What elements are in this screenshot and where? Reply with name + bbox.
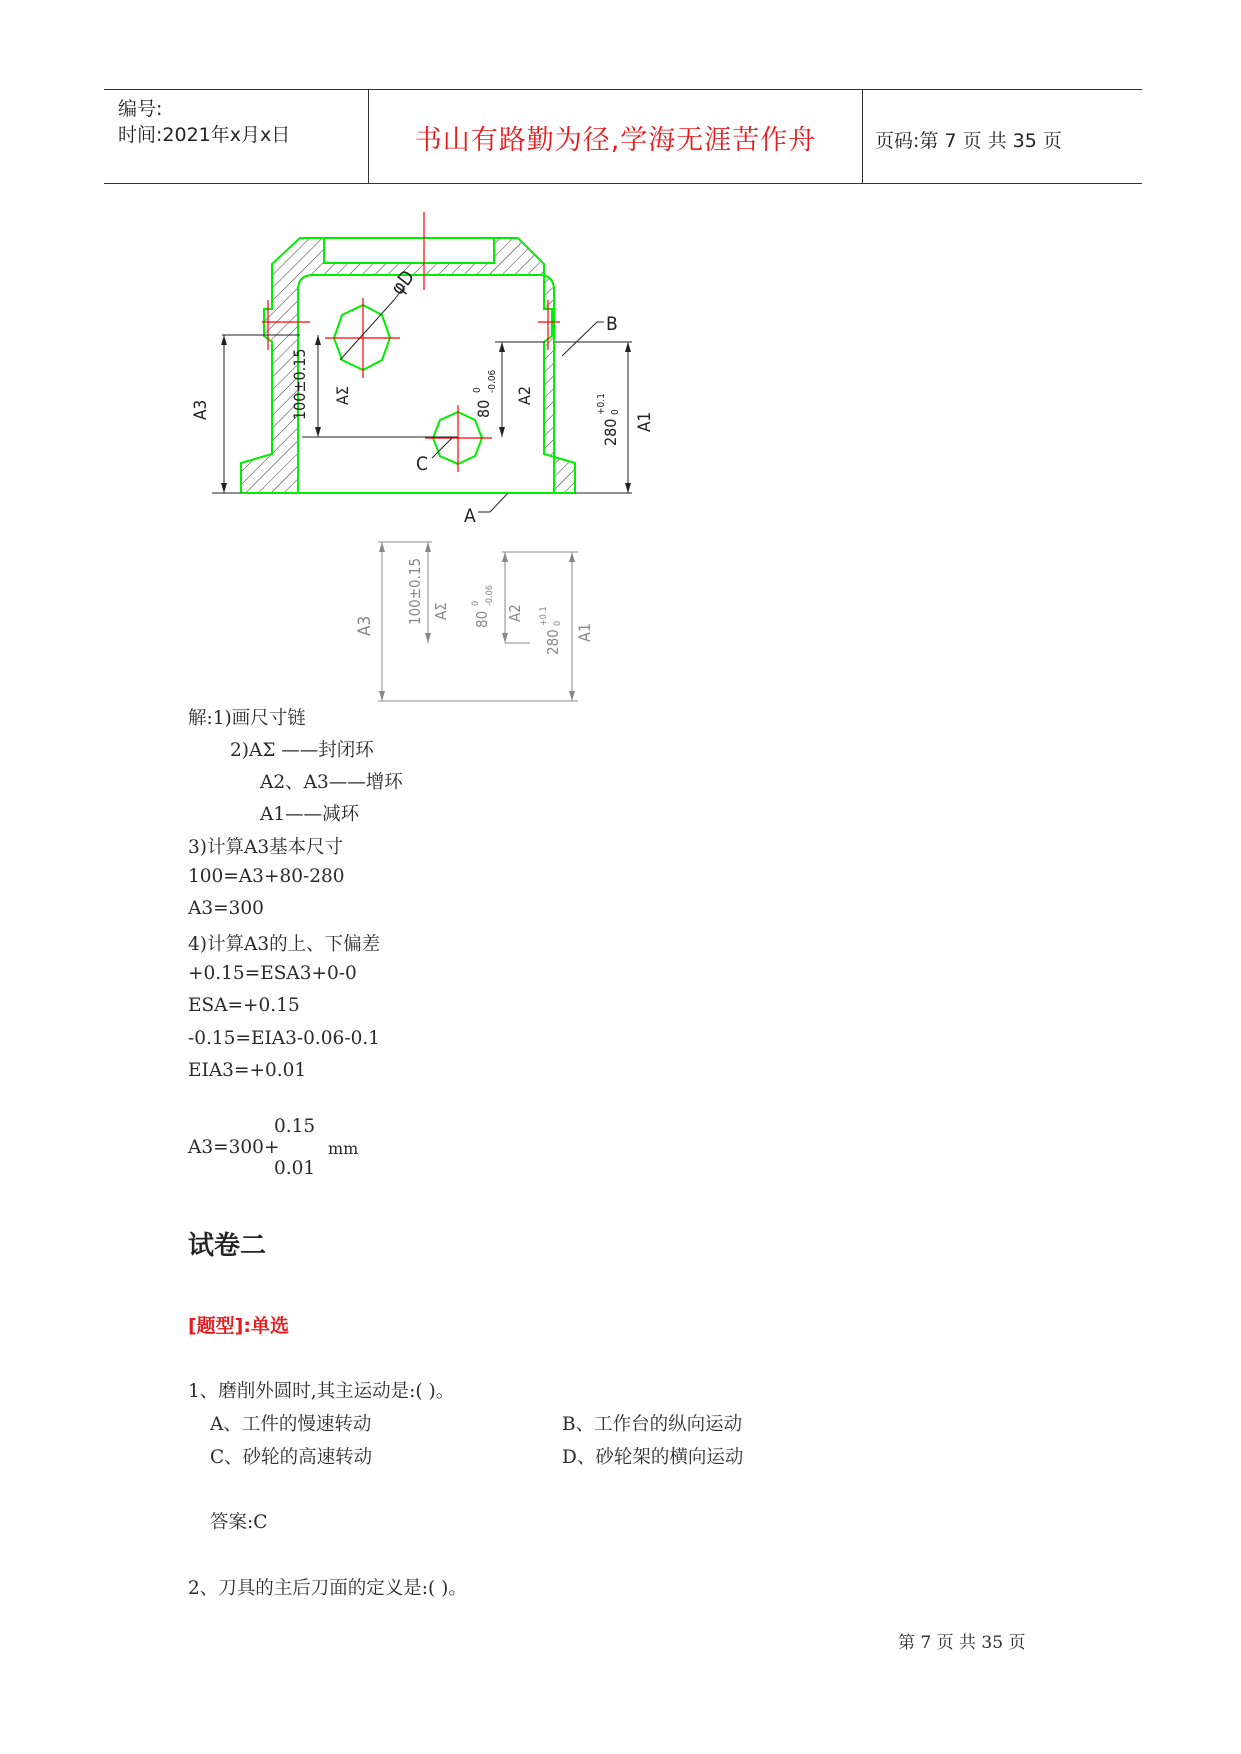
chain-label-dim-80-lower: -0.06 bbox=[485, 585, 495, 606]
solution-step1: 解:1)画尺寸链 bbox=[188, 708, 306, 729]
chain-label-dim-100: 100±0.15 bbox=[406, 557, 424, 625]
solution-step4: 4)计算A3的上、下偏差 bbox=[188, 934, 381, 955]
dimension-chain bbox=[320, 530, 594, 710]
label-dim-280: 280 bbox=[601, 418, 620, 446]
time-label: 时间:2021年x月x日 bbox=[118, 124, 291, 146]
label-a: A bbox=[464, 505, 476, 527]
section-title: 试卷二 bbox=[188, 1231, 267, 1261]
serial-label: 编号: bbox=[118, 98, 163, 120]
label-a1: A1 bbox=[635, 411, 655, 432]
chain-label-dim-280: 280 bbox=[544, 629, 562, 655]
label-a-sigma: AΣ bbox=[333, 386, 352, 405]
chain-label-dim-80: 80 bbox=[473, 610, 491, 628]
final-unit: mm bbox=[328, 1139, 359, 1158]
header-right-cell bbox=[863, 90, 1142, 183]
solution-eq3: +0.15=ESA3+0-0 bbox=[188, 963, 357, 984]
question-1-option-c: C、砂轮的高速转动 bbox=[210, 1447, 373, 1468]
chain-label-dim-280-upper: +0.1 bbox=[539, 606, 549, 626]
question-1-option-d: D、砂轮架的横向运动 bbox=[562, 1447, 744, 1468]
part-drawing bbox=[190, 205, 690, 525]
page-label: 页码:第 7 页 共 35 页 bbox=[875, 130, 1062, 152]
label-a3: A3 bbox=[191, 399, 211, 420]
question-1-option-a: A、工件的慢速转动 bbox=[210, 1414, 372, 1435]
solution-eq5: -0.15=EIA3-0.06-0.1 bbox=[188, 1028, 381, 1049]
final-result: A3=300+ bbox=[188, 1137, 280, 1158]
label-a2: A2 bbox=[515, 386, 534, 405]
label-dim-280-lower: 0 bbox=[610, 409, 621, 415]
label-dim-80-upper: 0 bbox=[472, 387, 483, 393]
solution-eq6: EIA3=+0.01 bbox=[188, 1060, 307, 1081]
chain-label-a3: A3 bbox=[355, 615, 375, 636]
final-upper-deviation: 0.15 bbox=[274, 1116, 316, 1137]
chain-label-a2: A2 bbox=[506, 604, 524, 622]
final-lower-deviation: 0.01 bbox=[274, 1158, 316, 1179]
motto: 书山有路勤为径,学海无涯苦作舟 bbox=[414, 125, 817, 156]
solution-step2a: 2)AΣ ——封闭环 bbox=[230, 740, 374, 761]
label-c: C bbox=[416, 453, 428, 475]
label-dim-280-upper: +0.1 bbox=[596, 393, 607, 415]
label-dim-100: 100±0.15 bbox=[290, 348, 309, 420]
label-dim-80: 80 bbox=[474, 399, 493, 418]
question-1-answer: 答案:C bbox=[210, 1512, 268, 1533]
label-dim-80-lower: -0.06 bbox=[487, 369, 498, 393]
part-top-opening bbox=[324, 238, 494, 263]
chain-label-a1: A1 bbox=[575, 623, 594, 642]
solution-eq2: A3=300 bbox=[188, 898, 264, 919]
solution-step2b: A2、A3——增环 bbox=[260, 772, 403, 793]
question-1-option-b: B、工作台的纵向运动 bbox=[562, 1414, 743, 1435]
label-phi-d: φD bbox=[386, 266, 419, 300]
question-type-label: [题型]:单选 bbox=[188, 1315, 289, 1337]
header-middle-cell bbox=[369, 90, 863, 183]
solution-step3: 3)计算A3基本尺寸 bbox=[188, 837, 344, 858]
solution-step2c: A1——减环 bbox=[260, 804, 360, 825]
chain-label-dim-280-lower: 0 bbox=[553, 620, 563, 626]
solution-eq4: ESA=+0.15 bbox=[188, 995, 300, 1016]
question-1-stem: 1、磨削外圆时,其主运动是:( )。 bbox=[188, 1381, 455, 1402]
page-header bbox=[104, 89, 1142, 184]
chain-label-a-sigma: AΣ bbox=[432, 602, 450, 620]
solution-eq1: 100=A3+80-280 bbox=[188, 866, 345, 887]
question-2-stem: 2、刀具的主后刀面的定义是:( )。 bbox=[188, 1578, 467, 1599]
label-b: B bbox=[606, 313, 618, 335]
footer-page-number: 第 7 页 共 35 页 bbox=[898, 1633, 1026, 1653]
chain-label-dim-80-upper: 0 bbox=[471, 600, 481, 606]
header-left-cell bbox=[104, 90, 369, 183]
